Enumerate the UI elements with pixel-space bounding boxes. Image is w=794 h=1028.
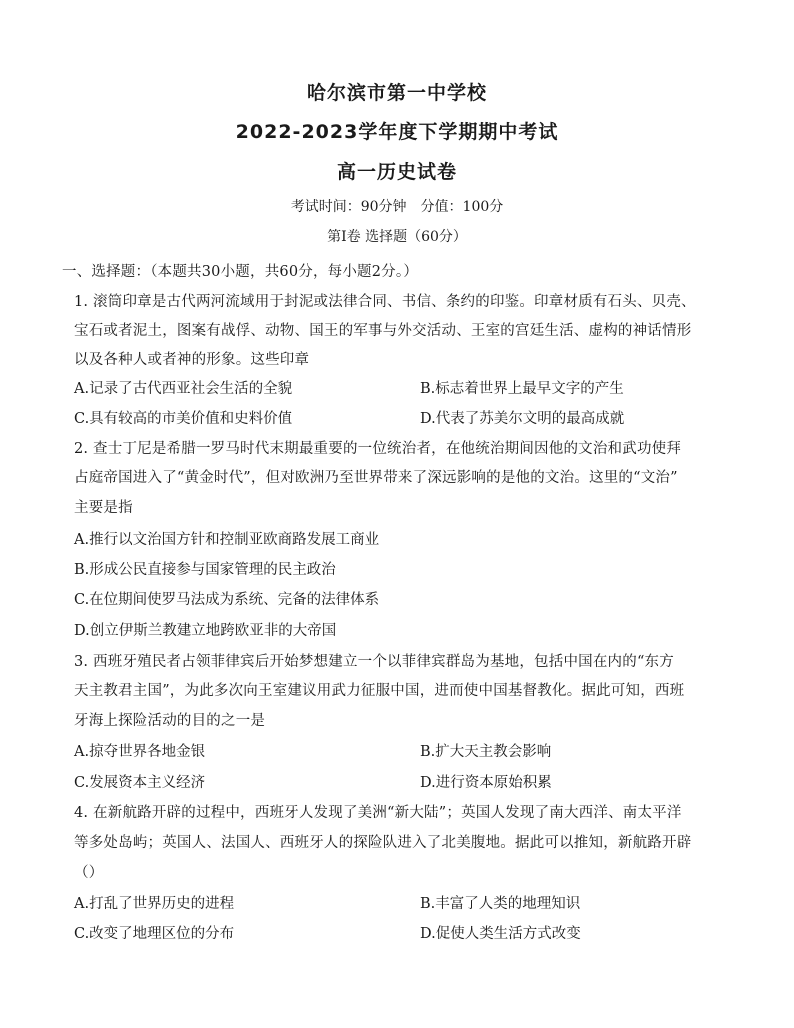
question-2-line-1: 2. 查士丁尼是希腊一罗马时代末期最重要的一位统治者，在他统治期间因他的文治和武功使拜: [74, 441, 682, 457]
question-3-option-c: C.发展资本主义经济: [74, 775, 206, 791]
question-4-option-d: D.促使人类生活方式改变: [420, 926, 581, 942]
question-4-option-a: A.打乱了世界历史的进程: [74, 896, 235, 912]
question-3-line-3: 牙海上探险活动的目的之一是: [74, 713, 266, 729]
question-1-option-d: D.代表了苏美尔文明的最高成就: [420, 411, 625, 427]
question-4-line-2: 等多处岛屿；英国人、法国人、西班牙人的探险队进入了北美腹地。据此可以推知，新航路开辟: [74, 835, 692, 851]
question-3-line-2: 天主教君主国”，为此多次向王室建议用武力征服中国，进而使中国基督教化。据此可知，西班: [74, 683, 685, 699]
exam-title: 2022-2023学年度下学期期中考试: [235, 121, 559, 143]
question-4-option-c: C.改变了地理区位的分布: [74, 926, 235, 942]
subject-title: 高一历史试卷: [336, 161, 457, 183]
question-3-option-a: A.掠夺世界各地金银: [74, 744, 206, 760]
question-2-option-d: D.创立伊斯兰教建立地跨欧亚非的大帝国: [74, 623, 337, 639]
question-1-option-b: B.标志着世界上最早文字的产生: [420, 381, 624, 397]
question-3-option-b: B.扩大天主教会影响: [420, 744, 552, 760]
question-4-line-3: （）: [74, 865, 104, 881]
volume-heading: 第Ⅰ卷 选择题（60分）: [327, 229, 467, 245]
school-name: 哈尔滨市第一中学校: [306, 82, 487, 104]
question-1-option-c: C.具有较高的市美价值和史料价值: [74, 411, 293, 427]
question-3-line-1: 3. 西班牙殖民者占领菲律宾后开始梦想建立一个以菲律宾群岛为基地，包括中国在内的“东方: [74, 654, 674, 670]
question-4-line-1: 4. 在新航路开辟的过程中，西班牙人发现了美洲“新大陆”；英国人发现了南大西洋、南太平洋: [74, 805, 682, 821]
question-1-option-a: A.记录了古代西亚社会生活的全貌: [74, 381, 293, 397]
question-4-option-b: B.丰富了人类的地理知识: [420, 896, 581, 912]
question-3-option-d: D.进行资本原始积累: [420, 775, 552, 791]
question-1-line-2: 宝石或者泥土，图案有战俘、动物、国王的军事与外交活动、王室的宫廷生活、虚构的神话情形: [74, 323, 692, 339]
question-2-line-3: 主要是指: [74, 500, 133, 516]
question-2-option-a: A.推行以文治国方针和控制亚欧商路发展工商业: [74, 532, 380, 548]
question-2-option-b: B.形成公民直接参与国家管理的民主政治: [74, 562, 336, 578]
question-2-option-c: C.在位期间使罗马法成为系统、完备的法律体系: [74, 592, 380, 608]
question-1-line-1: 1. 滚筒印章是古代两河流域用于封泥或法律合同、书信、条约的印鉴。印章材质有石头、贝壳、: [74, 294, 696, 310]
question-1-line-3: 以及各种人或者神的形象。这些印章: [74, 352, 310, 368]
question-2-line-2: 占庭帝国进入了“黄金时代”，但对欧洲乃至世界带来了深远影响的是他的文治。这里的“文治”: [74, 470, 678, 486]
section-heading: 一、选择题：（本题共30小题，共60分，每小题2分。）: [62, 264, 419, 280]
exam-meta: 考试时间：90分钟 分值：100分: [290, 199, 504, 215]
